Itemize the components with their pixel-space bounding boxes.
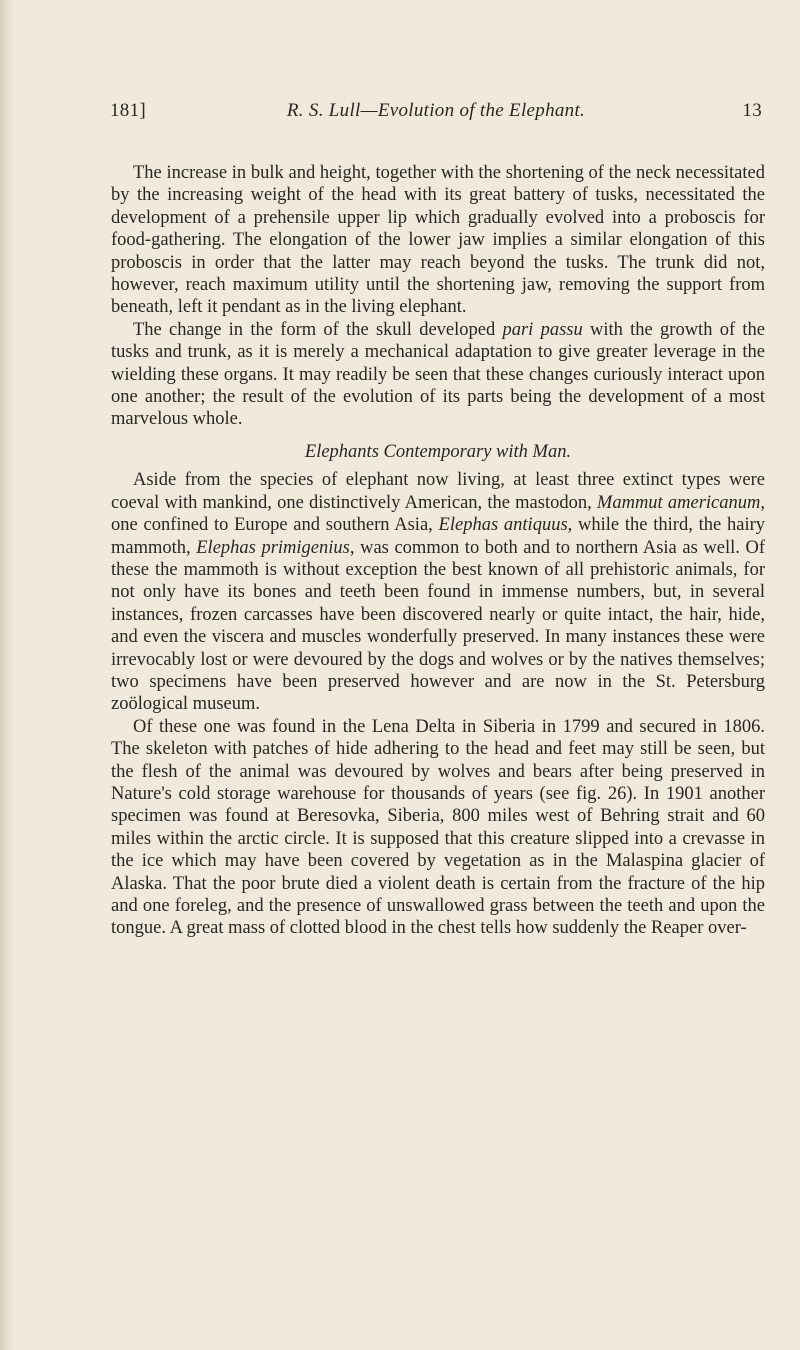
section-heading: Elephants Contemporary with Man.	[304, 441, 572, 462]
paragraph-2	[111, 319, 765, 431]
paragraph-2-text-b: with the growth of the tusks and trunk, as it is merely a mechanical adaptation to give greater leverage in the wielding these organs. It may readily be seen that these changes curiously interact upon one another; the result of the evolution of its parts being the development of a most marvelous whole.	[111, 319, 765, 430]
page-number: 13	[742, 100, 762, 121]
running-header	[110, 100, 762, 128]
paragraph-1: The increase in bulk and height, together with the shortening of the neck necessitated by the increasing weight of the head with its great battery of tusks, necessitated the development of a prehensile upper lip which gradually evolved into a proboscis for food-gathering. The elongation of the lower jaw implies a similar elongation of this proboscis in order that the latter may reach beyond the tusks. The trunk did not, however, reach maximum utility until the shortening jaw, removing the support from beneath, left it pendant as in the living elephant.	[111, 163, 765, 318]
paragraph-3-text-b: , one confined to Europe and southern Asia,	[111, 492, 765, 536]
page-edge-shadow	[0, 0, 14, 1350]
body-text	[111, 162, 765, 940]
paragraph-3-text-c: , while the third, the hairy mammoth,	[111, 515, 765, 558]
page-reference: 181]	[110, 100, 147, 121]
paragraph-2-text-a: The change in the form of the skull developed	[133, 319, 503, 340]
species-mammut-americanum: Mammut americanum	[596, 492, 761, 513]
paragraph-2-italic: pari passu	[502, 319, 583, 340]
species-elephas-antiquus: Elephas antiquus	[438, 515, 568, 536]
paragraph-3	[111, 469, 765, 715]
paragraph-4: Of these one was found in the Lena Delta in Siberia in 1799 and secured in 1806. The skeleton with patches of hide adhering to the head and feet may still be seen, but the flesh of the animal was devoured by wolves and bears after being preserved in Nature's cold storage warehouse for thousands of years (see fig. 26). In 1901 another specimen was found at Beresovka, Siberia, 800 miles west of Behring strait and 60 miles within the arctic circle. It is supposed that this creature slipped into a crevasse in the ice which may have been covered by vegetation as in the Malaspina glacier of Alaska. That the poor brute died a violent death is certain from the fracture of the hip and one foreleg, and the presence of unswallowed grass between the teeth and upon the tongue. A great mass of clotted blood in the chest tells how suddenly the Reaper over-	[111, 716, 765, 939]
paragraph-3-text-a: Aside from the species of elephant now living, at least three extinct types were coeval with mankind, one distinctively American, the mastodon,	[111, 470, 765, 513]
species-elephas-primigenius: Elephas primigenius	[196, 537, 350, 558]
paragraph-3-text-d: , was common to both and to northern Asia as well. Of these the mammoth is without exception the best known of all prehistoric animals, for not only have its bones and teeth been found in immense numbers, but, in several instances, frozen carcasses have been discovered nearly or quite intact, the hair, hide, and even the viscera and muscles wonderfully preserved. In many instances these were irrevocably lost or were devoured by the dogs and wolves or by the natives themselves; two specimens have been preserved however and are now in the St. Petersburg zoölogical museum.	[111, 537, 765, 715]
running-title: R. S. Lull—Evolution of the Elephant.	[286, 100, 586, 121]
